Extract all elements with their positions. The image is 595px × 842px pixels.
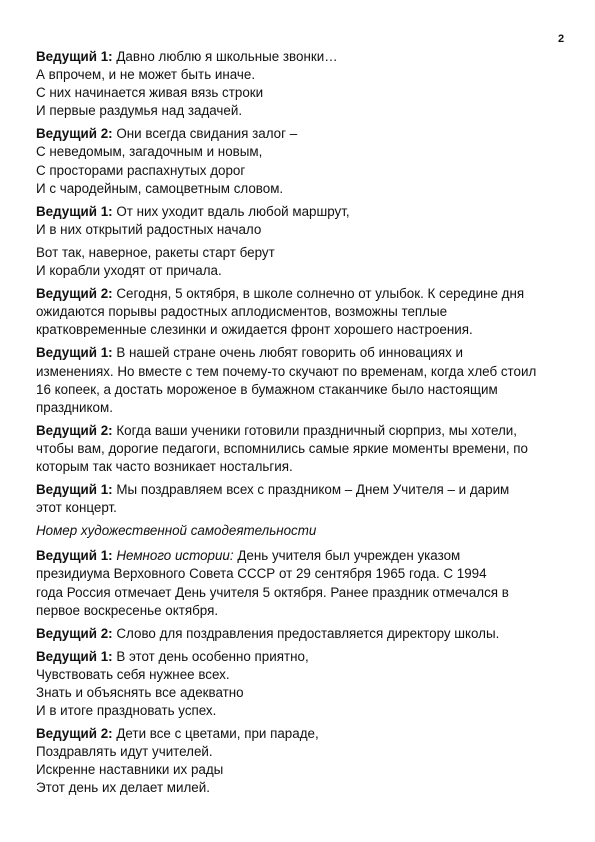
text-line [36, 285, 566, 303]
line-text: Слово для поздравления предоставляется директору школы. [116, 625, 500, 641]
speaker-label: Ведущий 1: [36, 648, 113, 664]
text-line: Вот так, наверное, ракеты старт берут [36, 244, 275, 260]
text-line: Искренне наставники их рады [36, 762, 224, 778]
paragraph [36, 522, 566, 540]
speaker-label: Ведущий 2: [36, 126, 113, 142]
line-text: День учителя был учрежден указом [237, 548, 461, 564]
text-line: Чувствовать себя нужнее всех. [36, 666, 230, 682]
line-text: Мы поздравляем всех с праздником – Днем Учителя – и дарим [116, 482, 510, 498]
text-line: Знать и объяснять все адекватно [36, 685, 244, 700]
text-line: первое воскресенье октября. [36, 602, 219, 618]
script-text [36, 48, 566, 803]
text-line: Поздравлять идут учителей. [36, 744, 213, 760]
speaker-label: Ведущий 2: [36, 422, 113, 438]
text-line: этот концерт. [36, 500, 117, 516]
text-line: С просторами распахнутых дорог [36, 162, 246, 178]
line-text: Дети все с цветами, при параде, [116, 726, 319, 742]
text-line [36, 625, 566, 643]
line-text: Когда ваши ученики готовили праздничный сюрприз, мы хотели, [116, 422, 517, 438]
line-text: Они всегда свидания залог – [116, 126, 298, 142]
text-line: ожидаются порывы радостных аплодисментов, возможны теплые [36, 304, 448, 320]
line-text: От них уходит вдаль любой маршрут, [116, 203, 350, 219]
text-line: И в них открытий радостных начало [36, 221, 262, 237]
paragraph [36, 344, 566, 416]
text-line: года Россия отмечает День учителя 5 октября. Ранее праздник отмечался в [36, 584, 509, 600]
stage-direction: Номер художественной самодеятельности [36, 523, 317, 539]
speaker-label: Ведущий 2: [36, 625, 113, 641]
speaker-label: Ведущий 2: [36, 286, 113, 302]
speaker-label: Ведущий 2: [36, 726, 113, 742]
text-line [36, 547, 566, 565]
text-line [36, 203, 566, 221]
text-line: чтобы вам, дорогие педагоги, вспомнились самые яркие моменты времени, по [36, 440, 528, 456]
paragraph [36, 422, 566, 476]
paragraph [36, 481, 566, 517]
text-line [36, 125, 566, 143]
paragraph [36, 244, 566, 280]
page-number: 2 [558, 33, 565, 45]
text-line [36, 725, 566, 743]
text-line: Этот день их делает милей. [36, 780, 210, 796]
paragraph [36, 625, 566, 643]
paragraph [36, 285, 566, 339]
text-line: которым так часто возникает ностальгия. [36, 458, 293, 474]
line-text: Давно люблю я школьные звонки… [116, 49, 338, 64]
text-line [36, 422, 566, 440]
line-text: В нашей стране очень любят говорить об инновациях и [116, 345, 463, 361]
paragraph [36, 648, 566, 720]
italic-lead: Немного истории: [116, 548, 234, 564]
text-line: И в итоге праздновать успех. [36, 703, 217, 719]
text-line: 16 копеек, а достать мороженое в бумажном стаканчике было настоящим [36, 381, 498, 397]
text-line: изменениях. Но вместе с тем почему-то скучают по временам, когда хлеб стоил [36, 363, 537, 379]
text-line: А впрочем, и не может быть иначе. [36, 67, 256, 83]
text-line: президиума Верховного Совета СССР от 29 сентября 1965 года. С 1994 [36, 566, 487, 582]
speaker-label: Ведущий 1: [36, 482, 113, 498]
text-line [36, 344, 566, 362]
text-line: И корабли уходят от причала. [36, 263, 222, 279]
speaker-label: Ведущий 1: [36, 49, 113, 64]
paragraph [36, 203, 566, 239]
text-line: праздником. [36, 399, 113, 415]
paragraph [36, 48, 566, 120]
text-line [36, 648, 566, 666]
text-line: И с чародейным, самоцветным словом. [36, 180, 284, 196]
text-line: кратковременные слезинки и ожидается фронт хорошего настроения. [36, 322, 473, 338]
text-line [36, 481, 566, 499]
text-line [36, 48, 566, 66]
line-text: Сегодня, 5 октября, в школе солнечно от улыбок. К середине дня [116, 286, 525, 302]
text-line: И первые раздумья над задачей. [36, 103, 243, 119]
text-line: С неведомым, загадочным и новым, [36, 144, 263, 160]
paragraph [36, 547, 566, 619]
speaker-label: Ведущий 1: [36, 203, 113, 219]
line-text: В этот день особенно приятно, [116, 648, 309, 664]
speaker-label: Ведущий 1: [36, 548, 113, 564]
paragraph [36, 725, 566, 797]
paragraph [36, 125, 566, 197]
text-line: С них начинается живая вязь строки [36, 85, 264, 101]
speaker-label: Ведущий 1: [36, 345, 113, 361]
